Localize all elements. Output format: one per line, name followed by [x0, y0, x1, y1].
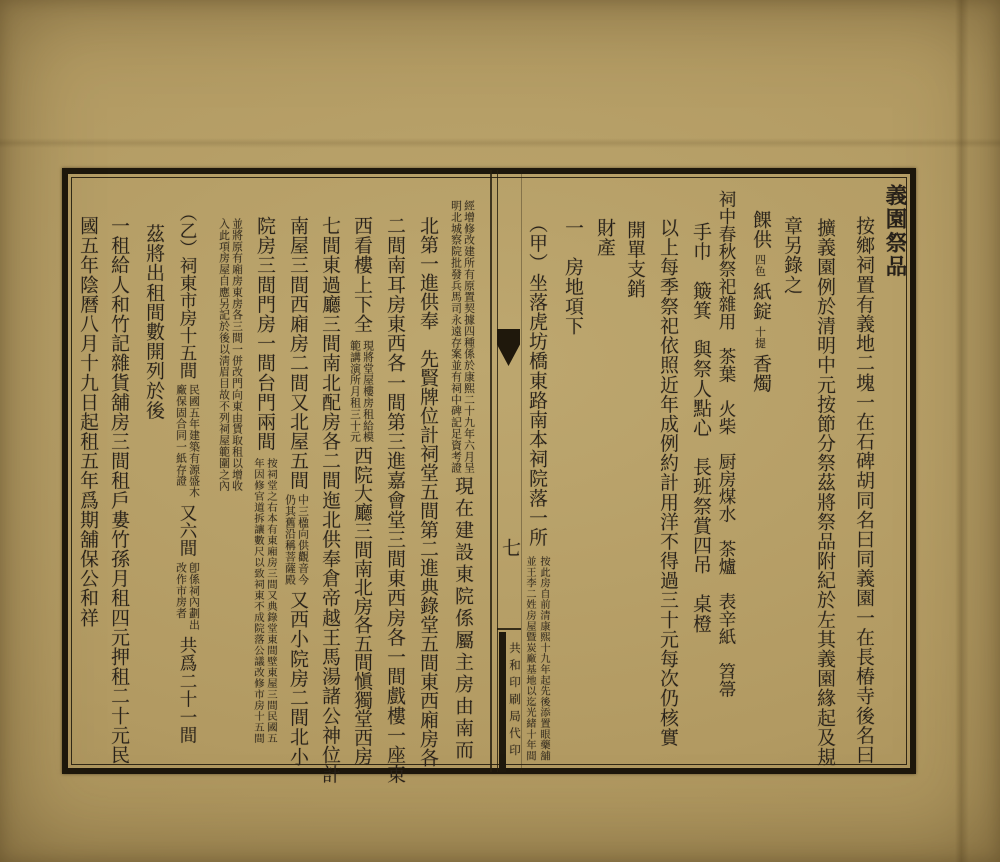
col-r11-note-right: 按此房自前清康熙十九年起先後添置眼藥舖: [538, 556, 549, 762]
col-l6: 南屋三間西廂房二間又北屋五間: [287, 216, 308, 491]
col-r4-item1: 餜供: [750, 210, 771, 250]
fold-tick-line: [497, 628, 521, 630]
page-title: 義園祭品: [883, 184, 907, 279]
col-r3: 章另錄之: [781, 216, 802, 295]
col-r8: 開單支銷: [624, 220, 645, 299]
col-l9b: 又六間: [178, 504, 198, 557]
col-l9-note2-right: 卽係祠內劃出: [188, 562, 200, 631]
col-l9-note1-left: 廠保固合同一紙存證: [175, 384, 187, 487]
col-r6: 手巾 簸箕 與祭人點心 長班祭賞四吊 桌橙: [690, 222, 711, 634]
printer-colophon: 共和印刷局代印: [508, 642, 520, 761]
col-l8-note-left: 入此項房屋自應另記於後以淸眉目故不列祠屋範圍之內: [218, 218, 230, 492]
paper-crease: [0, 138, 1000, 148]
col-r5: 祠中春秋祭祀雜用 茶葉 火柴 厨房煤水 茶爐 表辛紙 笤箒: [717, 190, 737, 698]
col-l2: 北第一進供奉 先賢牌位計祠堂五間第二進典錄堂五間東西廂房各: [417, 216, 438, 767]
col-l9-note2-left: 改作市房者: [175, 562, 187, 619]
col-r4-item2: 紙錠: [750, 282, 771, 322]
col-l10: 茲將出租間數開列於後: [143, 224, 164, 420]
col-l4-note-right: 現將堂屋樓房租給模: [362, 340, 374, 443]
col-l1-note-right: 經增修改建所有原置契據四種係於康熙二十九年六月呈: [463, 200, 475, 474]
col-l4: 西看樓上下全: [351, 216, 372, 334]
col-r4-item3: 香燭: [750, 354, 771, 394]
fold-black-bar: [499, 632, 506, 772]
col-r9: 財產: [594, 218, 615, 258]
col-l9c: 共爲二十一間: [178, 636, 198, 744]
col-l11: 一租給人和竹記雜貨舖房三間租戶婁竹孫月租四元押租二十元民: [108, 216, 129, 765]
col-l3: 二間南耳房東西各一間第三進嘉會堂三間東西房各一間戲樓一座東: [384, 216, 405, 785]
col-l8-note-right: 並將原有廂房東房各三間一併改門向東由賃取租以增收: [231, 218, 243, 492]
col-l9-note1-right: 民國五年建築有源盛木: [188, 384, 200, 498]
col-l6b: 又西小院房二間北小: [287, 590, 308, 767]
paper-crease: [955, 0, 969, 862]
col-l7: 院房三間門房一間台門兩間: [254, 216, 275, 452]
col-r2: 擴義園例於清明中元按節分祭茲將祭品附紀於左其義園緣起及規: [814, 218, 835, 767]
col-r4-note1: 四色: [754, 254, 766, 277]
col-l7-note-left: 年因修官道拆讓數尺以致祠東不成院落公議改修市房十五間: [252, 458, 263, 744]
col-r10: 一 房地項下: [562, 218, 583, 336]
col-r7: 以上每季祭祀依照近年成例約計用洋不得過三十元每次仍核實: [657, 218, 678, 747]
col-r1: 按鄉祠置有義地二塊一在石碑胡同名曰同義園一在長椿寺後名曰: [853, 216, 874, 765]
col-l12: 國五年陰曆八月十九日起租五年爲期舖保公和祥: [77, 216, 98, 628]
col-l4b: 西院大廳三間南北房各五間愼獨堂西房: [351, 446, 372, 766]
col-l1: 現在建設東院係屬主房由南而: [452, 476, 473, 762]
col-r4-note2: 十提: [754, 326, 766, 349]
col-l6-note-right: 中三楹向供觀音今: [297, 494, 309, 586]
col-l1-note-left: 明北城察院批發兵馬司永遠存案並有祠中碑記足資考證: [450, 200, 462, 474]
col-l6-note-left: 仍其舊沿稱菩薩殿: [284, 494, 296, 586]
col-l9: （乙）祠東市房十五間: [178, 204, 198, 379]
col-l7-note-right: 按祠堂之右本有東廂房三間又典錄堂東間壁東屋三間民國五: [265, 458, 276, 744]
col-r11: （甲）坐落虎坊橋東路南本祠院落一所: [526, 214, 547, 548]
fold-divider-line: [490, 170, 492, 772]
col-r11-note-left: 並王李二姓房屋曁炭廠基地以迄光緒十年間: [524, 556, 535, 762]
col-l4-note-left: 範講演所月租三十元: [349, 340, 361, 443]
col-l5: 七間東過廳三間南北配房各二間迤北供奉倉帝越王馬湯諸公神位計: [319, 216, 340, 785]
folio-number: 七: [499, 538, 520, 557]
